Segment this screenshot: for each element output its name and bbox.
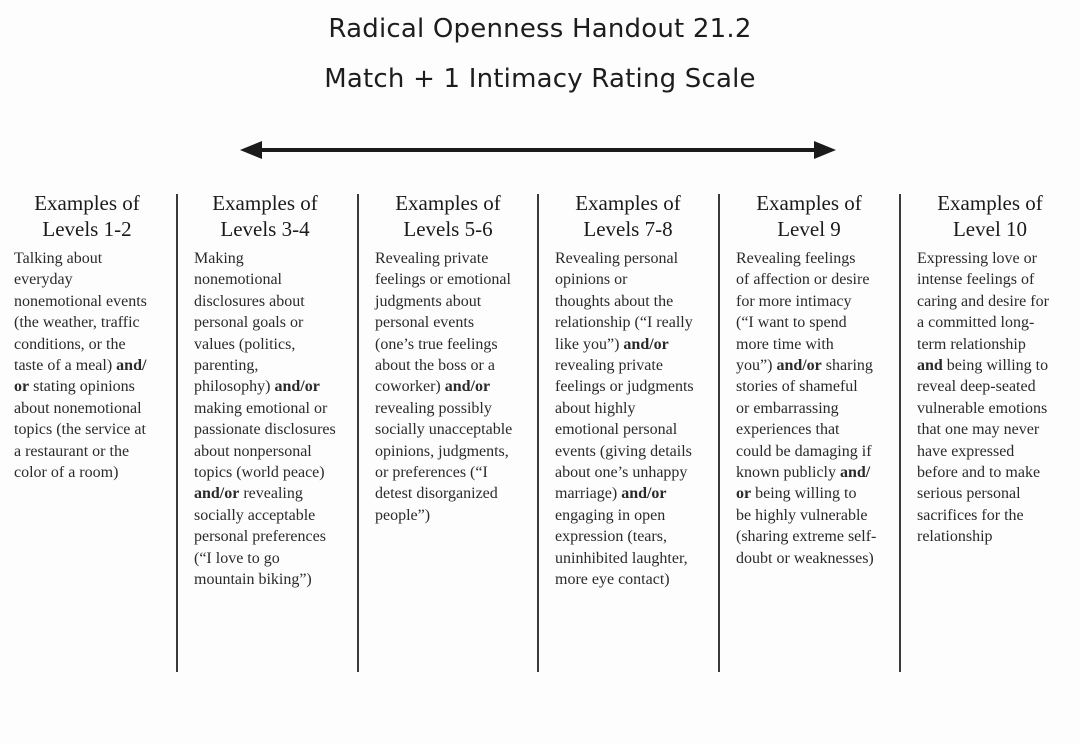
scale-title: Match + 1 Intimacy Rating Scale — [324, 64, 756, 94]
column-levels-7-8 — [555, 190, 717, 672]
column-divider — [176, 194, 178, 672]
column-levels-5-6 — [375, 190, 537, 672]
column-description: Revealing feelings of affection or desire for more intimacy (“I want to spend more time with you”) and/or sharing stories of shameful or embarrassing experiences that could be damaging if known publicly and/ or being willing to be highly vulnerable (sharing extreme self- doubt or weaknesses) — [736, 250, 877, 567]
column-levels-1-2 — [14, 190, 176, 672]
column-heading: Examples of Levels 3-4 — [212, 191, 318, 241]
column-divider — [899, 194, 901, 672]
column-description: Making nonemotional disclosures about personal goals or values (politics, parenting, philosophy) and/or making emotional or passionate disclosures about nonpersonal topics (world peace) and/or revealing socially acceptable personal preferences (“I love to go mountain biking”) — [194, 250, 336, 589]
column-description: Revealing private feelings or emotional judgments about personal events (one’s true feelings about the boss or a coworker) and/or revealing possibly socially unacceptable opinions, judgments, or preferences (“I detest disorganized people”) — [375, 250, 513, 524]
column-heading: Examples of Levels 1-2 — [34, 191, 140, 241]
double-headed-arrow-icon — [240, 138, 836, 162]
column-heading: Examples of Level 9 — [756, 191, 862, 241]
column-levels-3-4 — [194, 190, 356, 672]
column-heading: Examples of Level 10 — [937, 191, 1043, 241]
column-divider — [357, 194, 359, 672]
column-heading: Examples of Levels 5-6 — [395, 191, 501, 241]
column-divider — [537, 194, 539, 672]
column-description: Expressing love or intense feelings of caring and desire for a committed long- term relationship and being willing to reveal deep-seated vulnerable emotions that one may never have expressed before and to make serious personal sacrifices for the relationship — [917, 250, 1049, 546]
column-heading: Examples of Levels 7-8 — [575, 191, 681, 241]
column-level-10 — [917, 190, 1079, 672]
column-description: Revealing personal opinions or thoughts about the relationship (“I really like you”) and/or revealing private feelings or judgments about highly emotional personal events (giving details about one’s unhappy marriage) and/or engaging in open expression (tears, uninhibited laughter, more eye contact) — [555, 250, 694, 589]
column-description: Talking about everyday nonemotional events (the weather, traffic conditions, or the taste of a meal) and/ or stating opinions about nonemotional topics (the service at a restaurant or the color of a room) — [14, 250, 147, 482]
column-divider — [718, 194, 720, 672]
rating-scale-columns — [0, 190, 1080, 672]
column-level-9 — [736, 190, 898, 672]
handout-title: Radical Openness Handout 21.2 — [328, 14, 752, 44]
